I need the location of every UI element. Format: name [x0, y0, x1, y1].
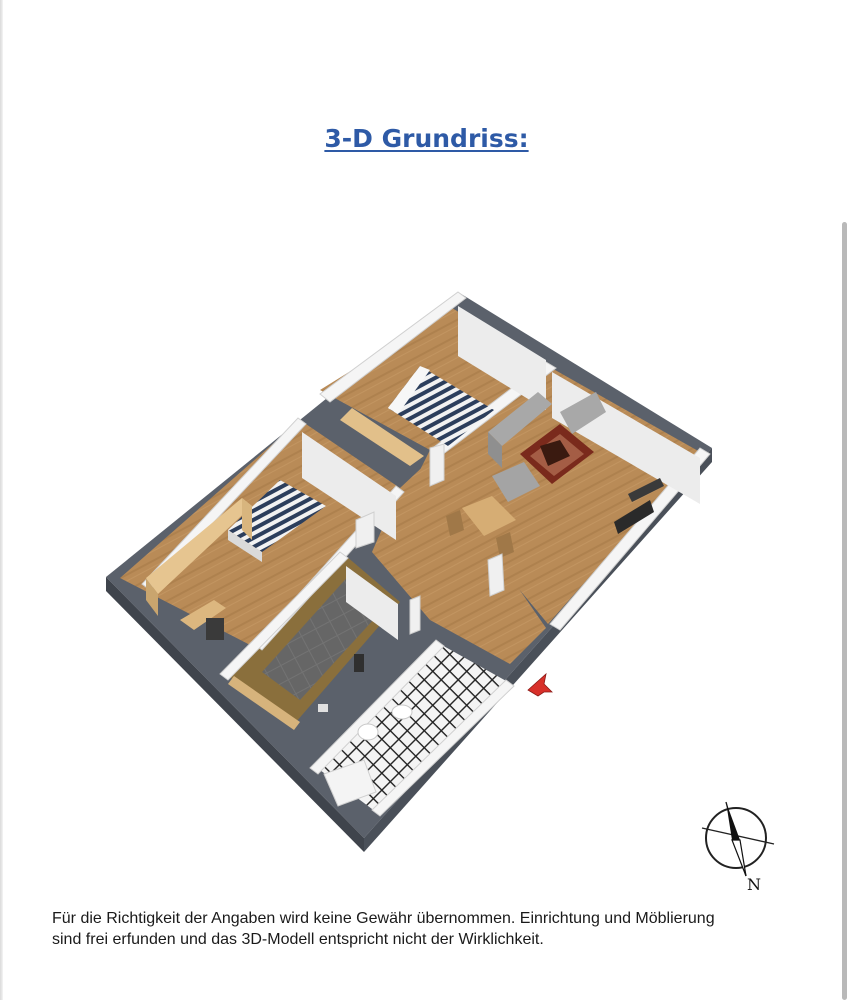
page-title: 3-D Grundriss:: [324, 124, 529, 153]
entrance-arrow: [528, 674, 552, 696]
disclaimer-line: Für die Richtigkeit der Angaben wird keine Gewähr übernommen. Einrichtung und Möblierung: [52, 910, 715, 927]
disclaimer-text: [52, 908, 832, 950]
disclaimer-line: sind frei erfunden und das 3D-Modell entspricht nicht der Wirklichkeit.: [52, 931, 544, 948]
compass-north-label: N: [747, 875, 761, 894]
compass-icon: [692, 796, 782, 900]
